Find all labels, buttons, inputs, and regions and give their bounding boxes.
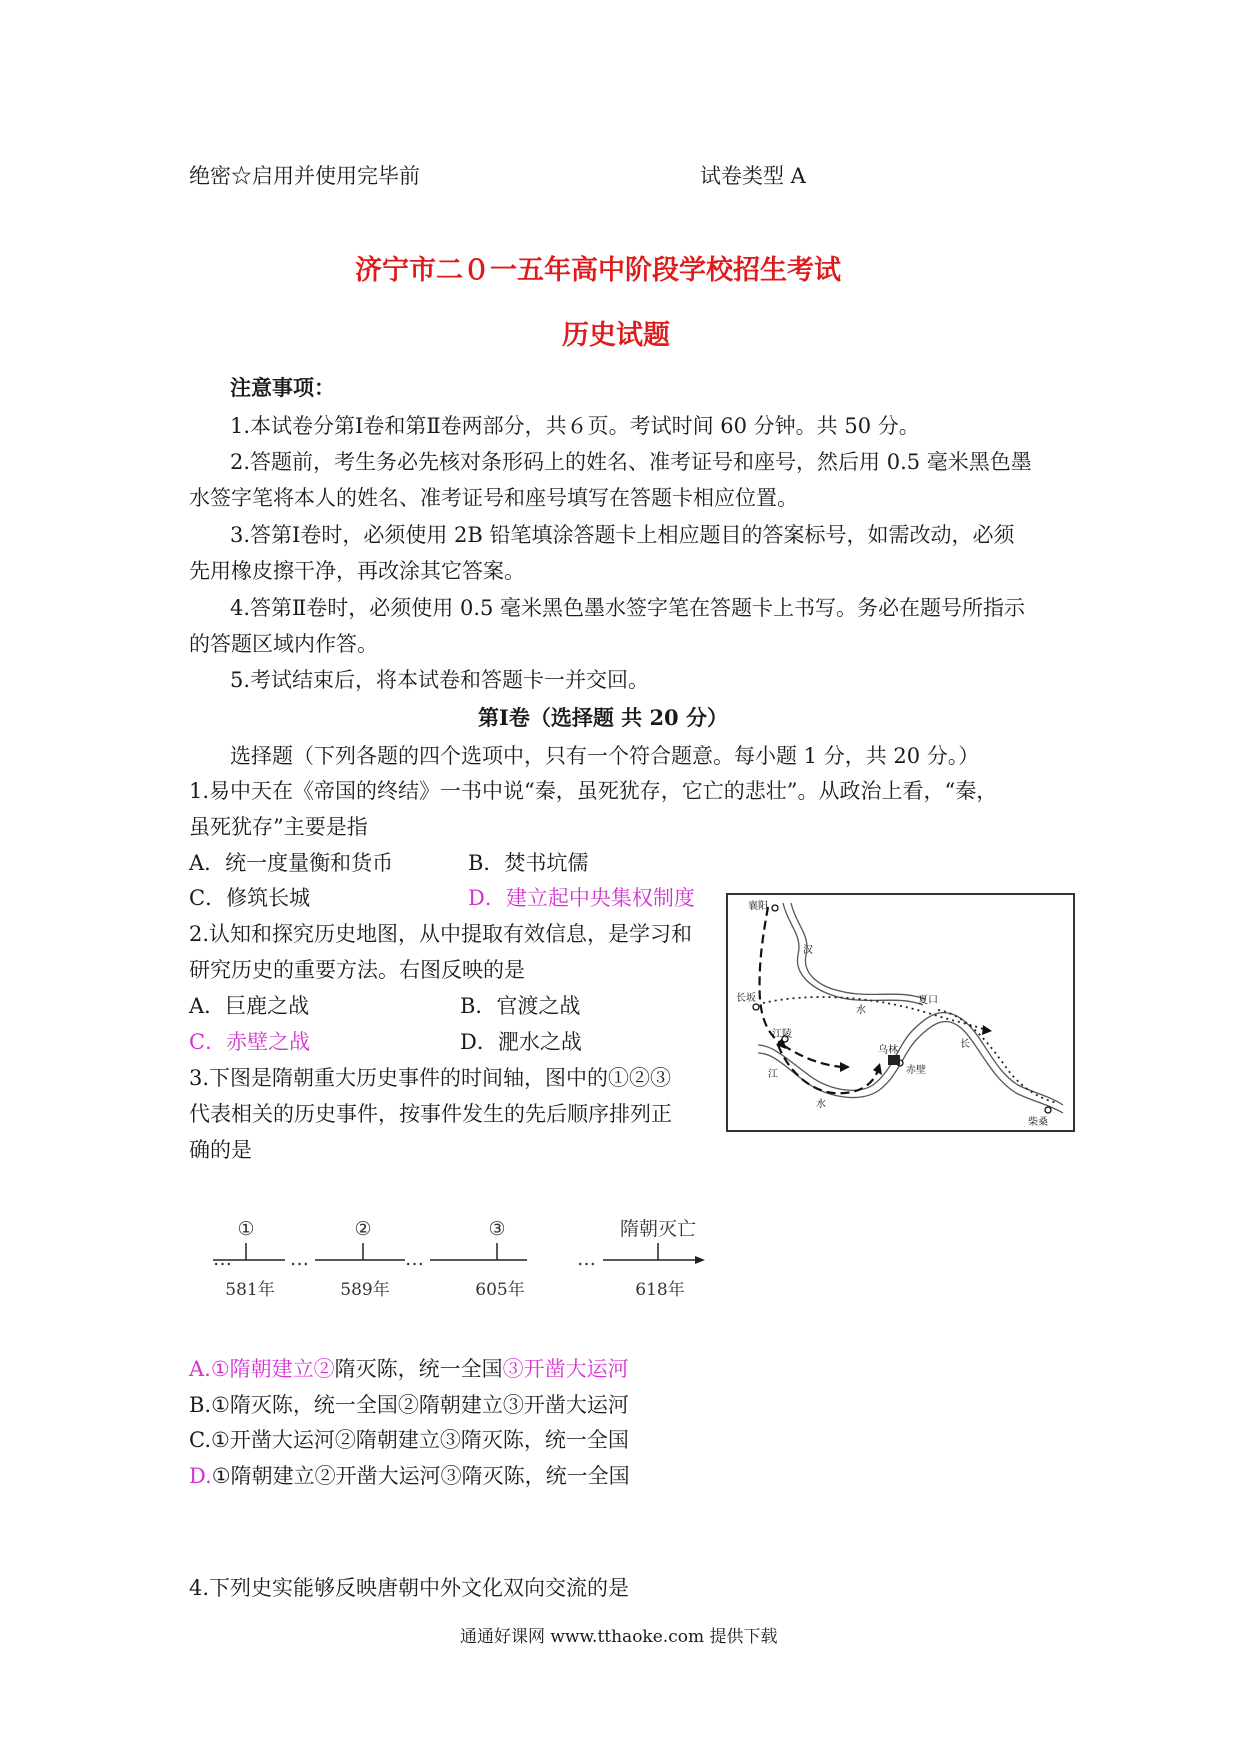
map-label-shui-2: 水 [816,1099,826,1110]
timeline-dots-3: … [405,1248,424,1270]
map-label-changban: 长坂 [736,993,756,1004]
map-label-jiangling: 江陵 [772,1029,792,1040]
section-1-heading: 第Ⅰ卷（选择题 共 20 分） [478,705,728,730]
q3-option-a-part-3: ③开凿 [502,1357,566,1381]
timeline-dots-2: … [290,1248,309,1270]
q3-option-a [189,1351,629,1387]
battle-map [726,893,1075,1132]
q2-stem-line-2: 研究历史的重要方法。右图反映的是 [189,958,525,982]
q1-option-a: A．统一度量衡和货币 [189,851,394,875]
timeline-year-589: 589年 [340,1280,390,1300]
map-label-chaisang: 柴桑 [1028,1117,1048,1128]
exam-title: 济宁市二０一五年高中阶段学校招生考试 [355,255,841,286]
notice-item-2-line-1: 2.答题前，考生务必先核对条形码上的姓名、准考证号和座号，然后用 0.5 毫米黑色墨 [230,450,1032,474]
q1-option-c: C．修筑长城 [189,886,311,910]
q2-option-a: A．巨鹿之战 [189,994,310,1018]
sui-timeline [205,1215,715,1305]
timeline-year-618: 618年 [635,1280,685,1300]
map-label-xiakou: 夏口 [918,995,938,1006]
notice-item-5: 5.考试结束后，将本试卷和答题卡一并交回。 [230,668,650,692]
q2-option-d: D．淝水之战 [460,1030,582,1054]
map-label-chibi: 赤壁 [906,1065,926,1076]
notice-item-2-line-2: 水签字笔将本人的姓名、准考证号和座号填写在答题卡相应位置。 [189,486,798,510]
map-label-chang: 长 [960,1039,970,1050]
timeline-year-605: 605年 [475,1280,525,1300]
q1-stem-line-1: 1.易中天在《帝国的终结》一书中说“秦，虽死犹存，它亡的悲壮”。从政治上看，“秦， [189,779,998,803]
notice-item-4-line-2: 的答题区域内作答。 [189,632,378,656]
q3-stem-line-2: 代表相关的历史事件，按事件发生的先后顺序排列正 [189,1102,672,1126]
notice-item-4-line-1: 4.答第Ⅱ卷时，必须使用 0.5 毫米黑色墨水签字笔在答题卡上书写。务必在题号所指示 [230,596,1026,620]
q3-option-a-part-1: ①隋朝建立② [210,1357,335,1381]
q1-stem-line-2: 虽死犹存”主要是指 [189,815,368,839]
confidential-label: 绝密☆启用并使用完毕前 [189,164,420,188]
paper-type-label: 试卷类型 A [700,164,806,188]
q2-option-c: C．赤壁之战 [189,1030,311,1054]
timeline-marker-1: ① [237,1218,255,1240]
timeline-marker-fall: 隋朝灭亡 [619,1218,697,1240]
q3-option-c: C.①开凿大运河②隋朝建立③隋灭陈，统一全国 [189,1428,629,1452]
map-label-wulin: 乌林 [878,1045,898,1056]
q4-stem: 4.下列史实能够反映唐朝中外文化双向交流的是 [189,1576,630,1600]
q3-option-a-part-2: 隋灭陈，统一全国 [334,1357,503,1381]
q3-option-b: B.①隋灭陈，统一全国②隋朝建立③开凿大运河 [189,1393,629,1417]
map-label-shui-1: 水 [856,1005,866,1016]
q3-option-a-part-4: 大运河 [565,1357,629,1381]
q3-option-a-prefix: A. [189,1357,211,1381]
section-1-instruction: 选择题（下列各题的四个选项中，只有一个符合题意。每小题 1 分，共 20 分。） [230,744,980,768]
subject-title: 历史试题 [562,320,670,351]
page-footer: 通通好课网 www.tthaoke.com 提供下载 [460,1627,778,1647]
notice-item-3-line-1: 3.答第Ⅰ卷时，必须使用 2B 铅笔填涂答题卡上相应题目的答案标号，如需改动，必须 [230,523,1015,547]
q2-stem-line-1: 2.认知和探究历史地图，从中提取有效信息，是学习和 [189,922,693,946]
q3-option-d-prefix: D. [189,1464,212,1488]
map-label-han: 汉 [803,945,813,956]
q3-stem-line-1: 3.下图是隋朝重大历史事件的时间轴，图中的①②③ [189,1066,672,1090]
timeline-dots-4: … [577,1248,596,1270]
wulin-camp-icon [888,1055,900,1065]
pursuit-route [763,997,1058,1103]
notice-heading: 注意事项： [230,375,335,400]
q3-option-d-text: ①隋朝建立②开凿大运河③隋灭陈，统一全国 [211,1464,630,1488]
timeline-arrow [695,1256,705,1264]
q1-option-b: B．焚书坑儒 [468,851,589,875]
q3-stem-line-3: 确的是 [189,1138,252,1162]
q2-option-b: B．官渡之战 [460,994,581,1018]
q3-option-d [189,1458,630,1494]
timeline-dots-1: … [213,1248,232,1270]
q1-option-d: D．建立起中央集权制度 [468,886,695,910]
notice-item-1: 1.本试卷分第Ⅰ卷和第Ⅱ卷两部分，共６页。考试时间 60 分钟。共 50 分。 [230,414,920,438]
timeline-marker-3: ③ [488,1218,506,1240]
timeline-marker-2: ② [354,1218,372,1240]
town-markers [753,905,1051,1113]
notice-item-3-line-2: 先用橡皮擦干净，再改涂其它答案。 [189,559,525,583]
map-label-jiang: 江 [768,1069,778,1080]
map-label-xiangyang: 襄阳 [748,901,768,912]
timeline-year-581: 581年 [225,1280,275,1300]
